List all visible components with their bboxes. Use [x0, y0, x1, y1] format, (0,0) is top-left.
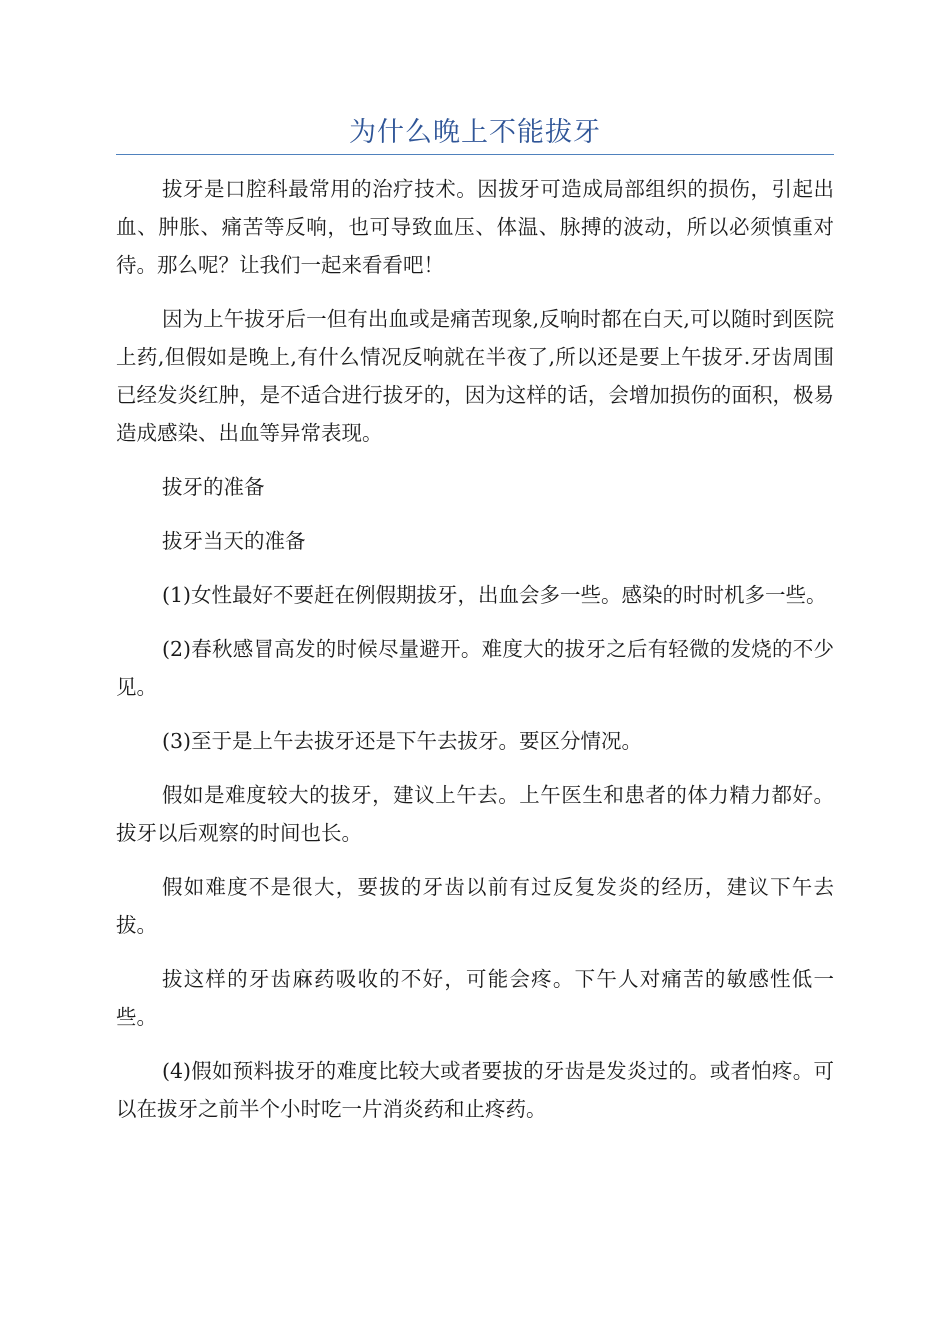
paragraph-item-4: (4)假如预料拔牙的难度比较大或者要拔的牙齿是发炎过的。或者怕疼。可以在拔牙之前半个小时吃一片消炎药和止疼药。 [116, 1059, 834, 1121]
paragraph-item-3: (3)至于是上午去拔牙还是下午去拔牙。要区分情况。 [162, 729, 643, 753]
title-underline [116, 154, 834, 155]
paragraph-item-2: (2)春秋感冒高发的时候尽量避开。难度大的拔牙之后有轻微的发烧的不少见。 [116, 637, 834, 699]
document-body [116, 170, 834, 1144]
paragraph-heading-day-preparation: 拔牙当天的准备 [162, 529, 306, 553]
document-title: 为什么晚上不能拔牙 [349, 117, 601, 148]
paragraph-heading-preparation: 拔牙的准备 [162, 475, 265, 499]
paragraph-item-1: (1)女性最好不要赶在例假期拔牙，出血会多一些。感染的时时机多一些。 [162, 583, 827, 607]
paragraph-morning-reason: 因为上午拔牙后一但有出血或是痛苦现象,反响时都在白天,可以随时到医院上药,但假如是晚上,有什么情况反响就在半夜了,所以还是要上午拔牙.牙齿周围已经发炎红肿，是不适合进行拔牙的，因为这样的话，会增加损伤的面积，极易造成感染、出血等异常表现。 [116, 307, 834, 445]
paragraph-easy-extraction: 假如难度不是很大，要拔的牙齿以前有过反复发炎的经历，建议下午去拔。 [116, 875, 834, 937]
paragraph-anesthesia: 拔这样的牙齿麻药吸收的不好，可能会疼。下午人对痛苦的敏感性低一些。 [116, 967, 834, 1029]
paragraph-intro: 拔牙是口腔科最常用的治疗技术。因拔牙可造成局部组织的损伤，引起出血、肿胀、痛苦等反响，也可导致血压、体温、脉搏的波动，所以必须慎重对待。那么呢？让我们一起来看看吧！ [116, 177, 834, 277]
paragraph-difficult-extraction: 假如是难度较大的拔牙，建议上午去。上午医生和患者的体力精力都好。拔牙以后观察的时间也长。 [116, 783, 834, 845]
